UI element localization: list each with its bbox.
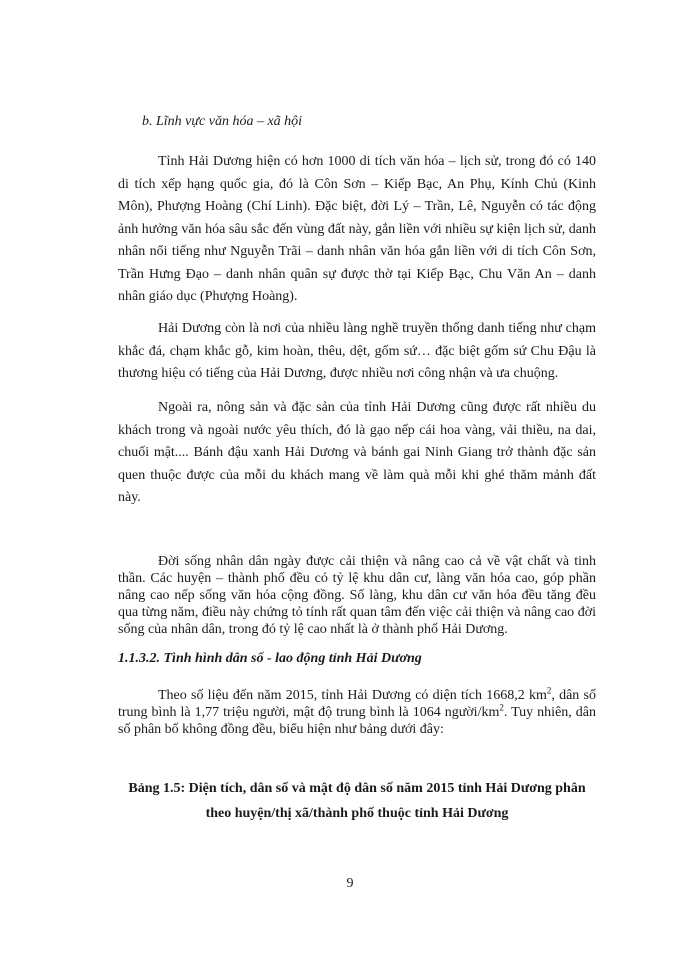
population-text-2: , dân số trung bình là 1,77 triệu người, mật độ trung bình là 1064 người/km: [118, 688, 596, 720]
paragraph-population: [118, 687, 596, 738]
page-number: 9: [346, 876, 354, 891]
population-text-3: . Tuy nhiên, dân số phân bố không đồng đều, biểu hiện như bảng dưới đây:: [118, 705, 597, 737]
paragraph-craft-villages: Hải Dương còn là nơi của nhiều làng nghề truyền thống danh tiếng như chạm khắc đá, chạm khắc gỗ, kim hoàn, thêu, dệt, gốm sứ… đặc biệt gốm sứ Chu Đậu là thương hiệu có tiếng của Hải Dương, được nhiều nơi công nhận và ưa chuộng.: [118, 321, 596, 381]
paragraph-heritage: Tỉnh Hải Dương hiện có hơn 1000 di tích văn hóa – lịch sử, trong đó có 140 di tích xếp hạng quốc gia, đó là Côn Sơn – Kiếp Bạc, An Phụ, Kính Chủ (Kinh Môn), Phượng Hoàng (Chí Linh). Đặc biệt, đời Lý – Trần, Lê, Nguyễn có tác động ảnh hưởng văn hóa sâu sắc đến vùng đất này, gắn liền với nhiều sự kiện lịch sử, danh nhân nổi tiếng như Nguyễn Trãi – danh nhân văn hóa gắn liền với di tích Côn Sơn, Trần Hưng Đạo – danh nhân quân sự được thờ tại Kiếp Bạc, Chu Văn An – danh nhân giáo dục (Phượng Hoàng).: [118, 154, 596, 304]
paragraph-living-standards: Đời sống nhân dân ngày được cải thiện và nâng cao cả về vật chất và tinh thần. Các huyện – thành phố đều có tỷ lệ khu dân cư, làng văn hóa cao, góp phần nâng cao nếp sống văn hóa cộng đồng. Số làng, khu dân cư văn hóa đều tăng đều qua từng năm, điều này chứng tỏ tính rất quan tâm đến việc cải thiện và nâng cao đời sống của nhân dân, trong đó tỷ lệ cao nhất là ở thành phố Hải Dương.: [118, 554, 596, 637]
subsection-heading: 1.1.3.2. Tình hình dân số - lao động tỉnh Hải Dương: [118, 651, 422, 666]
population-text-1: Theo số liệu đến năm 2015, tỉnh Hải Dương có diện tích 1668,2 km: [158, 688, 547, 703]
superscript-2: 2: [546, 685, 552, 696]
section-heading: b. Lĩnh vực văn hóa – xã hội: [142, 114, 303, 129]
table-caption: Bảng 1.5: Diện tích, dân số và mật độ dân số năm 2015 tỉnh Hải Dương phân theo huyện/thị xã/thành phố thuộc tỉnh Hải Dương: [128, 781, 586, 821]
paragraph-specialties: Ngoài ra, nông sản và đặc sản của tỉnh Hải Dương cũng được rất nhiều du khách trong và ngoài nước yêu thích, đó là gạo nếp cái hoa vàng, vải thiều, na dai, chuối mật.... Bánh đậu xanh Hải Dương và bánh gai Ninh Giang trở thành đặc sản quen thuộc được của mỗi du khách mang về làm quà mỗi khi ghé thăm mảnh đất này.: [118, 400, 596, 505]
superscript-2: 2: [499, 702, 504, 713]
